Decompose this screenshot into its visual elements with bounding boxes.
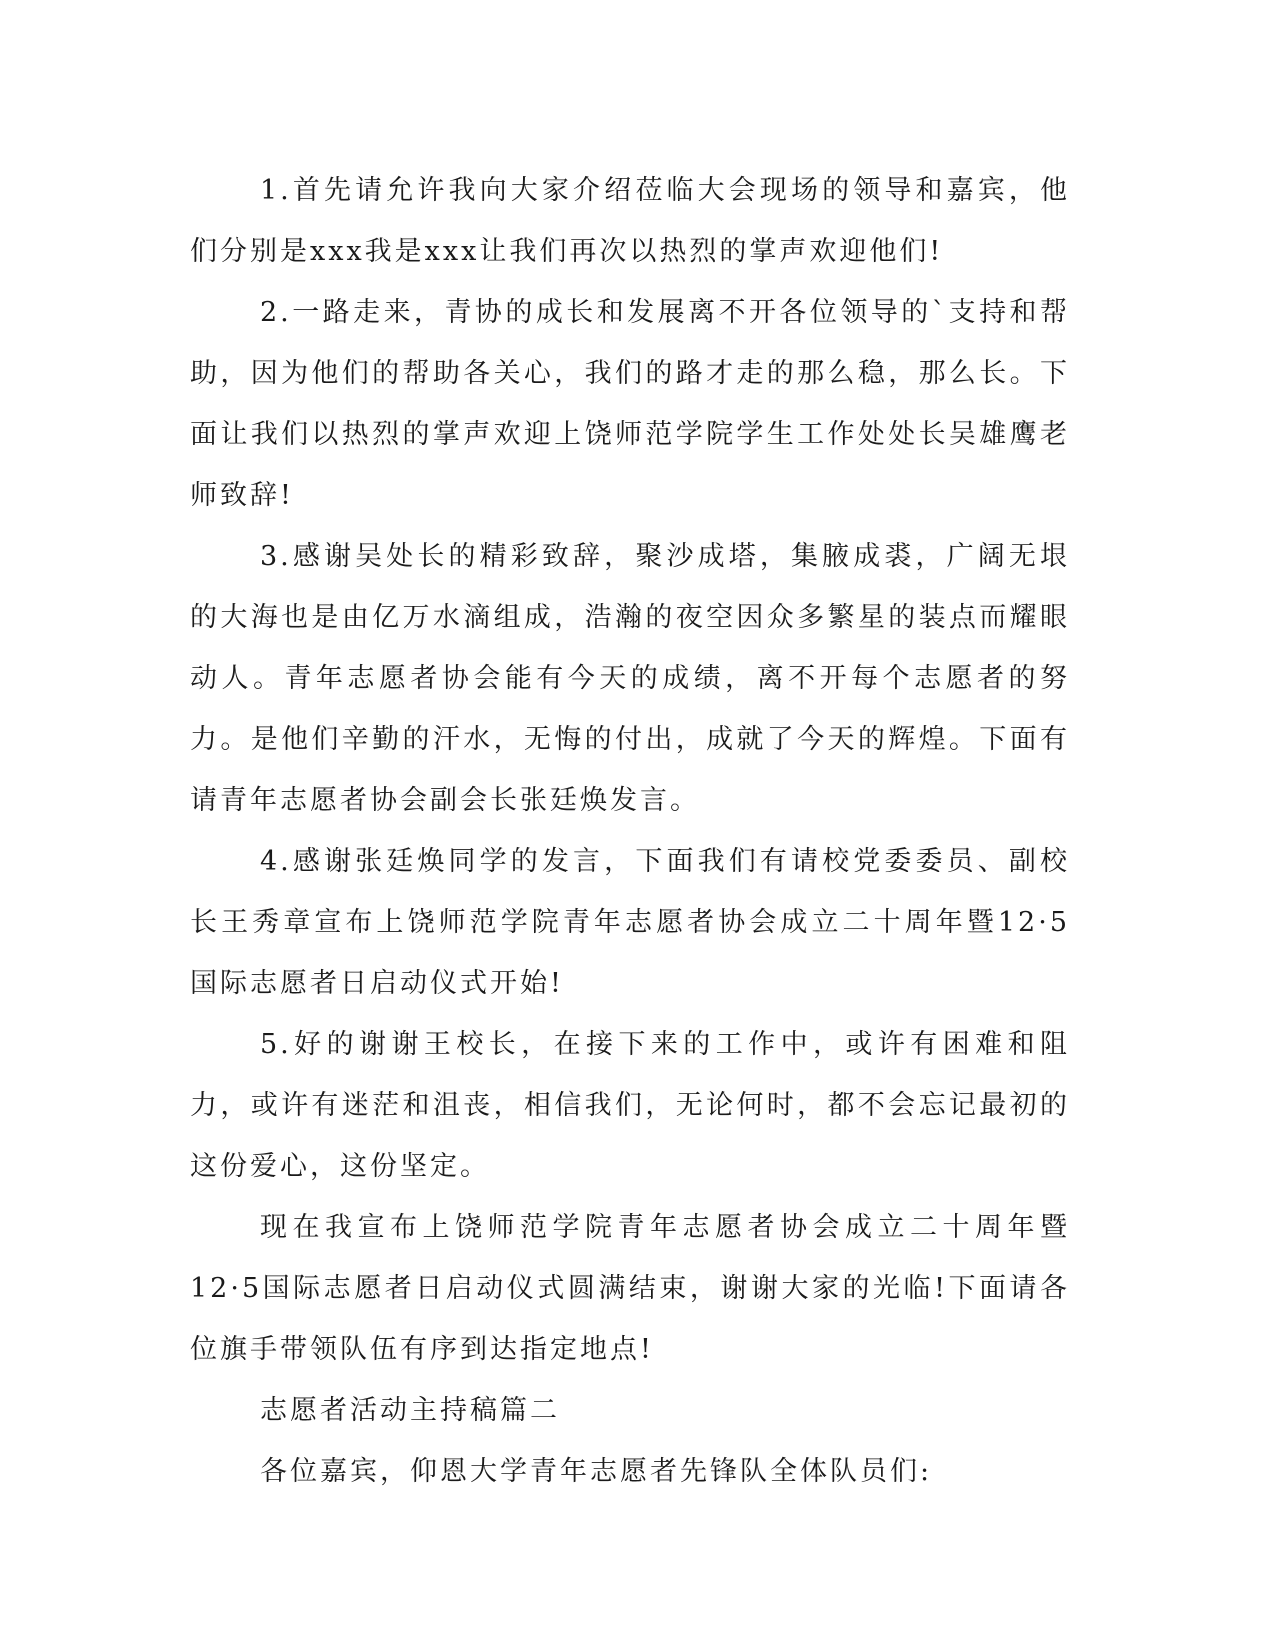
paragraph-4: 4.感谢张廷焕同学的发言，下面我们有请校党委委员、副校长王秀章宣布上饶师范学院青年志愿者协会成立二十周年暨12·5国际志愿者日启动仪式开始! [190, 846, 1070, 999]
paragraph-1: 1.首先请允许我向大家介绍莅临大会现场的领导和嘉宾，他们分别是xxx我是xxx让我们再次以热烈的掌声欢迎他们! [190, 175, 1070, 267]
greeting-line: 各位嘉宾，仰恩大学青年志愿者先锋队全体队员们: [260, 1456, 933, 1487]
section-heading: 志愿者活动主持稿篇二 [260, 1395, 560, 1426]
paragraph-2: 2.一路走来，青协的成长和发展离不开各位领导的`支持和帮助，因为他们的帮助各关心，我们的路才走的那么稳，那么长。下面让我们以热烈的掌声欢迎上饶师范学院学生工作处处长吴雄鹰老师致辞! [190, 297, 1070, 511]
paragraph-5: 5.好的谢谢王校长，在接下来的工作中，或许有困难和阻力，或许有迷茫和沮丧，相信我们，无论何时，都不会忘记最初的这份爱心，这份坚定。 [190, 1029, 1070, 1182]
paragraph-3: 3.感谢吴处长的精彩致辞，聚沙成塔，集腋成裘，广阔无垠的大海也是由亿万水滴组成，浩瀚的夜空因众多繁星的装点而耀眼动人。青年志愿者协会能有今天的成绩，离不开每个志愿者的努力。是他们辛勤的汗水，无悔的付出，成就了今天的辉煌。下面有请青年志愿者协会副会长张廷焕发言。 [190, 541, 1070, 816]
paragraph-closing: 现在我宣布上饶师范学院青年志愿者协会成立二十周年暨12·5国际志愿者日启动仪式圆满结束，谢谢大家的光临!下面请各位旗手带领队伍有序到达指定地点! [190, 1212, 1070, 1365]
document-body [190, 160, 1070, 1502]
